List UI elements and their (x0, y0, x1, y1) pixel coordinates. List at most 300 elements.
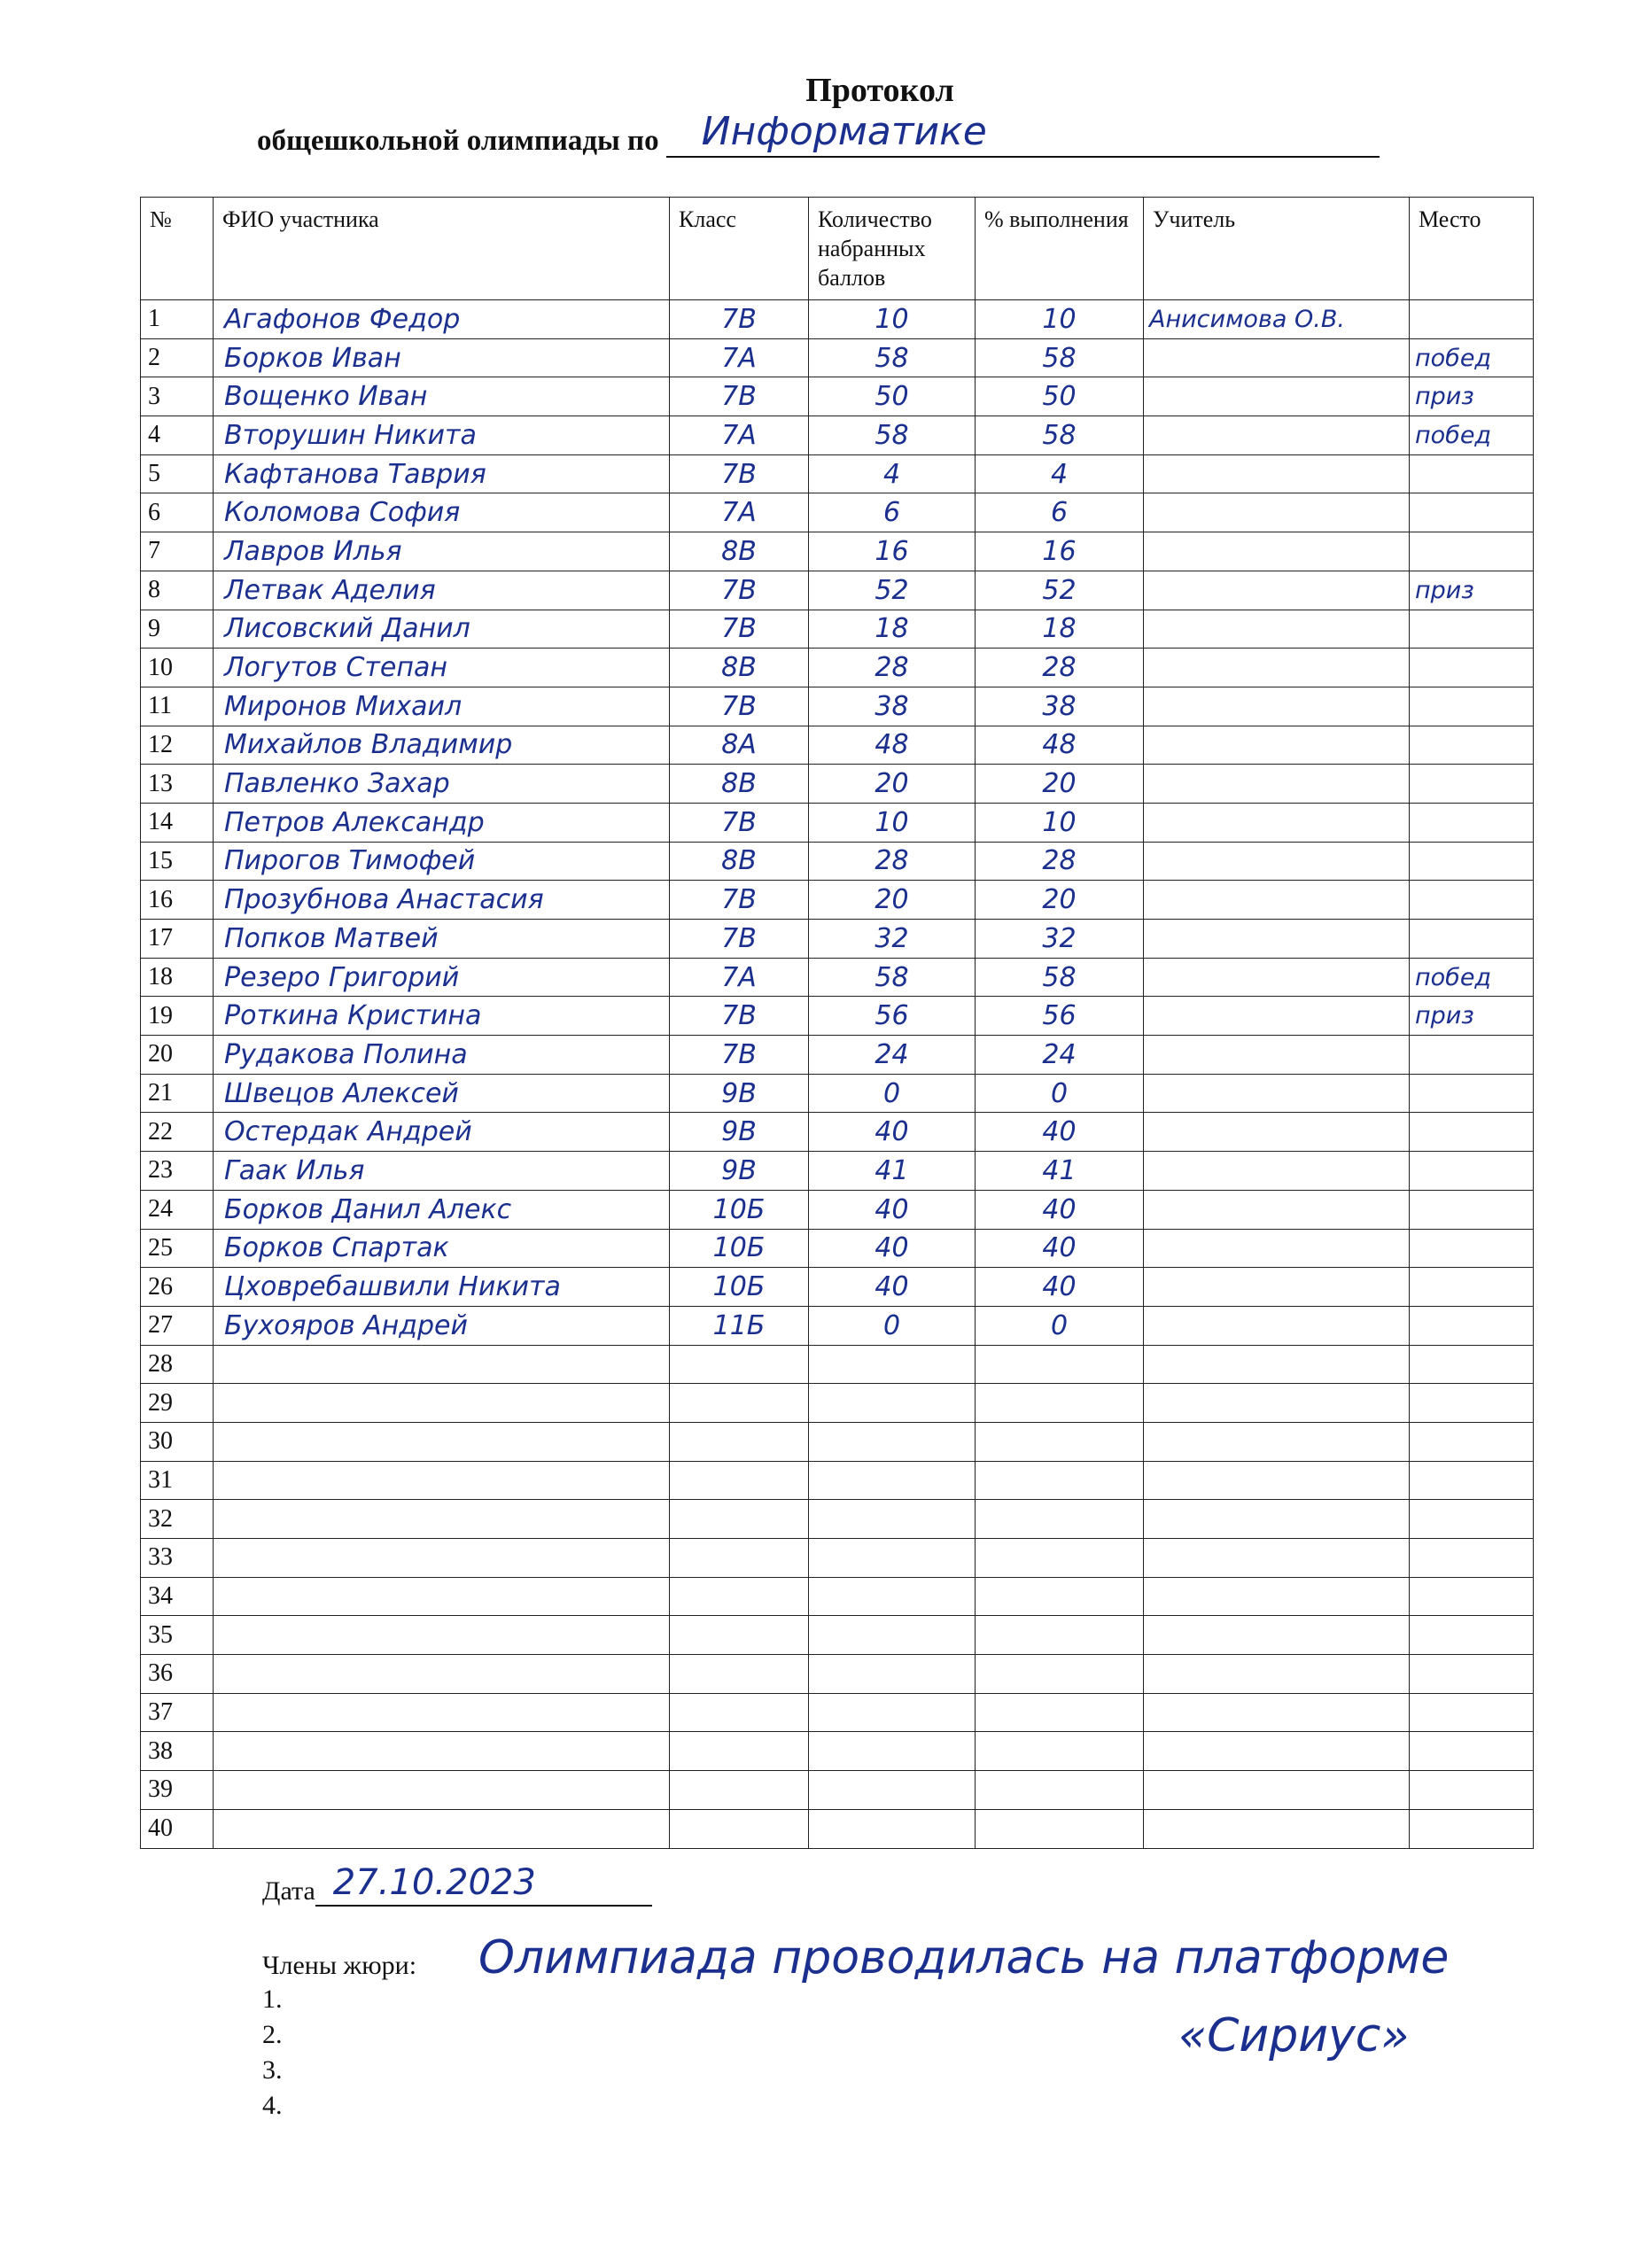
table-row (141, 1616, 1534, 1655)
percent-cell: 40 (976, 1190, 1144, 1229)
table-row (141, 1229, 1534, 1268)
place-cell (1410, 1809, 1534, 1848)
teacher-cell (1144, 571, 1410, 610)
row-number: 33 (141, 1539, 214, 1578)
percent-cell (976, 1732, 1144, 1771)
percent-cell (976, 1422, 1144, 1461)
participant-name: Борков Данил Алекс (214, 1190, 670, 1229)
teacher-cell (1144, 1036, 1410, 1075)
class-cell: 8В (670, 649, 809, 687)
table-row (141, 1461, 1534, 1500)
row-number: 9 (141, 610, 214, 649)
participant-name: Миронов Михаил (214, 687, 670, 726)
row-number: 26 (141, 1268, 214, 1307)
participant-name: Вторушин Никита (214, 416, 670, 455)
column-header-teacher: Учитель (1144, 198, 1410, 300)
percent-cell: 40 (976, 1113, 1144, 1152)
row-number: 37 (141, 1693, 214, 1732)
row-number: 32 (141, 1500, 214, 1539)
score-cell: 0 (809, 1306, 976, 1345)
row-number: 1 (141, 300, 214, 339)
class-cell (670, 1500, 809, 1539)
table-row (141, 338, 1534, 377)
class-cell: 7А (670, 416, 809, 455)
percent-cell: 40 (976, 1229, 1144, 1268)
jury-member-2: 2. (262, 2020, 283, 2049)
table-row (141, 1345, 1534, 1384)
table-row (141, 1500, 1534, 1539)
place-cell (1410, 765, 1534, 804)
score-cell (809, 1809, 976, 1848)
teacher-cell (1144, 454, 1410, 493)
place-cell (1410, 1732, 1534, 1771)
place-cell (1410, 1655, 1534, 1694)
teacher-cell (1144, 1771, 1410, 1810)
score-cell: 10 (809, 803, 976, 842)
table-row (141, 1036, 1534, 1075)
class-cell: 7В (670, 454, 809, 493)
place-cell (1410, 493, 1534, 532)
score-cell (809, 1577, 976, 1616)
score-cell: 56 (809, 997, 976, 1036)
percent-cell: 41 (976, 1152, 1144, 1191)
score-cell (809, 1732, 976, 1771)
percent-cell: 58 (976, 338, 1144, 377)
column-header-place: Место (1410, 198, 1534, 300)
teacher-cell (1144, 1500, 1410, 1539)
score-cell: 48 (809, 726, 976, 765)
row-number: 24 (141, 1190, 214, 1229)
teacher-cell (1144, 338, 1410, 377)
date-field (315, 1864, 652, 1907)
score-cell (809, 1655, 976, 1694)
score-cell: 50 (809, 377, 976, 416)
score-cell: 58 (809, 958, 976, 997)
place-cell: побед (1410, 958, 1534, 997)
teacher-cell (1144, 803, 1410, 842)
percent-cell: 24 (976, 1036, 1144, 1075)
table-row (141, 958, 1534, 997)
row-number: 40 (141, 1809, 214, 1848)
percent-cell: 28 (976, 842, 1144, 881)
teacher-cell (1144, 532, 1410, 571)
teacher-cell (1144, 881, 1410, 920)
teacher-cell (1144, 920, 1410, 959)
percent-cell (976, 1577, 1144, 1616)
score-cell: 28 (809, 842, 976, 881)
score-cell: 52 (809, 571, 976, 610)
teacher-cell (1144, 1809, 1410, 1848)
row-number: 15 (141, 842, 214, 881)
score-cell: 40 (809, 1190, 976, 1229)
row-number: 11 (141, 687, 214, 726)
score-cell: 6 (809, 493, 976, 532)
table-row (141, 1268, 1534, 1307)
percent-cell: 56 (976, 997, 1144, 1036)
teacher-cell (1144, 1422, 1410, 1461)
participant-name: Петров Александр (214, 803, 670, 842)
handwritten-note-line-1: Олимпиада проводилась на платформе (478, 1931, 1450, 1984)
table-row (141, 687, 1534, 726)
table-row (141, 997, 1534, 1036)
participant-name: Летвак Аделия (214, 571, 670, 610)
handwritten-note-line-2: «Сириус» (1178, 2009, 1410, 2062)
score-cell (809, 1539, 976, 1578)
participant-name: Коломова София (214, 493, 670, 532)
percent-cell: 52 (976, 571, 1144, 610)
row-number: 13 (141, 765, 214, 804)
table-row (141, 920, 1534, 959)
place-cell (1410, 803, 1534, 842)
participant-name: Резеро Григорий (214, 958, 670, 997)
percent-cell (976, 1616, 1144, 1655)
row-number: 34 (141, 1577, 214, 1616)
teacher-cell (1144, 1268, 1410, 1307)
teacher-cell (1144, 765, 1410, 804)
row-number: 6 (141, 493, 214, 532)
participant-name (214, 1500, 670, 1539)
table-row (141, 1074, 1534, 1113)
teacher-cell (1144, 1655, 1410, 1694)
row-number: 4 (141, 416, 214, 455)
jury-member-3: 3. (262, 2055, 283, 2085)
table-row (141, 1422, 1534, 1461)
table-row (141, 881, 1534, 920)
score-cell (809, 1345, 976, 1384)
table-row (141, 1771, 1534, 1810)
teacher-cell (1144, 1693, 1410, 1732)
class-cell: 7В (670, 803, 809, 842)
place-cell (1410, 1229, 1534, 1268)
percent-cell (976, 1461, 1144, 1500)
place-cell (1410, 1036, 1534, 1075)
percent-cell: 28 (976, 649, 1144, 687)
place-cell (1410, 300, 1534, 339)
score-cell (809, 1422, 976, 1461)
participant-name (214, 1461, 670, 1500)
class-cell (670, 1616, 809, 1655)
jury-label: Члены жюри: (262, 1951, 417, 1980)
class-cell (670, 1577, 809, 1616)
table-row (141, 1809, 1534, 1848)
teacher-cell (1144, 687, 1410, 726)
percent-cell (976, 1655, 1144, 1694)
document-title: Протокол (805, 72, 954, 109)
score-cell (809, 1693, 976, 1732)
teacher-cell (1144, 1539, 1410, 1578)
row-number: 39 (141, 1771, 214, 1810)
percent-cell (976, 1500, 1144, 1539)
score-cell: 10 (809, 300, 976, 339)
row-number: 10 (141, 649, 214, 687)
class-cell: 7А (670, 338, 809, 377)
participant-name: Борков Спартак (214, 1229, 670, 1268)
percent-cell (976, 1809, 1144, 1848)
score-cell (809, 1461, 976, 1500)
participant-name: Рудакова Полина (214, 1036, 670, 1075)
teacher-cell (1144, 1384, 1410, 1423)
table-row (141, 1693, 1534, 1732)
class-cell (670, 1771, 809, 1810)
teacher-cell (1144, 958, 1410, 997)
place-cell (1410, 920, 1534, 959)
teacher-cell (1144, 493, 1410, 532)
percent-cell: 48 (976, 726, 1144, 765)
place-cell (1410, 1539, 1534, 1578)
row-number: 21 (141, 1074, 214, 1113)
place-cell (1410, 1345, 1534, 1384)
date-label: Дата (262, 1876, 315, 1906)
score-cell (809, 1616, 976, 1655)
table-row (141, 493, 1534, 532)
place-cell (1410, 1771, 1534, 1810)
teacher-cell (1144, 1229, 1410, 1268)
participant-name: Цховребашвили Никита (214, 1268, 670, 1307)
participant-name: Лисовский Данил (214, 610, 670, 649)
teacher-cell (1144, 649, 1410, 687)
participant-name: Швецов Алексей (214, 1074, 670, 1113)
teacher-cell (1144, 1345, 1410, 1384)
place-cell (1410, 1190, 1534, 1229)
percent-cell: 10 (976, 803, 1144, 842)
percent-cell (976, 1693, 1144, 1732)
participant-name: Бухояров Андрей (214, 1306, 670, 1345)
class-cell: 9В (670, 1074, 809, 1113)
table-header-row (141, 198, 1534, 300)
row-number: 23 (141, 1152, 214, 1191)
participant-name (214, 1345, 670, 1384)
percent-cell: 20 (976, 881, 1144, 920)
place-cell: приз (1410, 377, 1534, 416)
percent-cell: 58 (976, 416, 1144, 455)
percent-cell: 0 (976, 1306, 1144, 1345)
column-header-number: № (141, 198, 214, 300)
score-cell: 41 (809, 1152, 976, 1191)
teacher-cell (1144, 1306, 1410, 1345)
place-cell (1410, 1268, 1534, 1307)
class-cell: 7В (670, 1036, 809, 1075)
class-cell: 8А (670, 726, 809, 765)
table-row (141, 454, 1534, 493)
row-number: 16 (141, 881, 214, 920)
participant-name: Прозубнова Анастасия (214, 881, 670, 920)
class-cell: 8В (670, 532, 809, 571)
place-cell: побед (1410, 338, 1534, 377)
percent-cell: 18 (976, 610, 1144, 649)
class-cell (670, 1461, 809, 1500)
class-cell: 7В (670, 571, 809, 610)
teacher-cell (1144, 377, 1410, 416)
place-cell (1410, 1693, 1534, 1732)
class-cell (670, 1693, 809, 1732)
participant-name: Гаак Илья (214, 1152, 670, 1191)
teacher-cell (1144, 1616, 1410, 1655)
class-cell (670, 1422, 809, 1461)
participant-name (214, 1771, 670, 1810)
score-cell: 40 (809, 1268, 976, 1307)
participant-name: Кафтанова Таврия (214, 454, 670, 493)
table-row (141, 532, 1534, 571)
table-row (141, 571, 1534, 610)
subtitle-prefix: общешкольной олимпиады по (257, 125, 659, 157)
row-number: 35 (141, 1616, 214, 1655)
score-cell: 32 (809, 920, 976, 959)
percent-cell (976, 1539, 1144, 1578)
score-cell: 24 (809, 1036, 976, 1075)
table-row (141, 1732, 1534, 1771)
row-number: 38 (141, 1732, 214, 1771)
table-row (141, 610, 1534, 649)
percent-cell: 38 (976, 687, 1144, 726)
table-row (141, 416, 1534, 455)
score-cell: 4 (809, 454, 976, 493)
row-number: 12 (141, 726, 214, 765)
row-number: 22 (141, 1113, 214, 1152)
class-cell (670, 1732, 809, 1771)
participant-name (214, 1384, 670, 1423)
participant-name: Борков Иван (214, 338, 670, 377)
teacher-cell (1144, 1461, 1410, 1500)
protocol-table (140, 197, 1534, 1849)
participant-name (214, 1577, 670, 1616)
row-number: 36 (141, 1655, 214, 1694)
score-cell: 38 (809, 687, 976, 726)
percent-cell: 0 (976, 1074, 1144, 1113)
class-cell (670, 1384, 809, 1423)
row-number: 7 (141, 532, 214, 571)
row-number: 3 (141, 377, 214, 416)
row-number: 29 (141, 1384, 214, 1423)
percent-cell: 4 (976, 454, 1144, 493)
date-row (262, 1864, 652, 1907)
teacher-cell (1144, 416, 1410, 455)
date-value: 27.10.2023 (332, 1862, 536, 1903)
place-cell (1410, 1461, 1534, 1500)
score-cell: 0 (809, 1074, 976, 1113)
class-cell: 11Б (670, 1306, 809, 1345)
participant-name: Остердак Андрей (214, 1113, 670, 1152)
percent-cell (976, 1345, 1144, 1384)
score-cell: 20 (809, 881, 976, 920)
teacher-cell (1144, 1577, 1410, 1616)
teacher-cell (1144, 842, 1410, 881)
place-cell: приз (1410, 571, 1534, 610)
subject-value: Информатике (701, 109, 987, 154)
participant-name (214, 1616, 670, 1655)
table-row (141, 1655, 1534, 1694)
class-cell: 10Б (670, 1190, 809, 1229)
score-cell: 40 (809, 1113, 976, 1152)
column-header-name: ФИО участника (214, 198, 670, 300)
participant-name: Попков Матвей (214, 920, 670, 959)
class-cell: 7В (670, 920, 809, 959)
class-cell (670, 1345, 809, 1384)
percent-cell: 32 (976, 920, 1144, 959)
participant-name (214, 1809, 670, 1848)
teacher-cell (1144, 1074, 1410, 1113)
participant-name (214, 1655, 670, 1694)
participant-name: Агафонов Федор (214, 300, 670, 339)
percent-cell: 58 (976, 958, 1144, 997)
participant-name (214, 1539, 670, 1578)
row-number: 20 (141, 1036, 214, 1075)
percent-cell (976, 1771, 1144, 1810)
row-number: 19 (141, 997, 214, 1036)
place-cell (1410, 726, 1534, 765)
row-number: 30 (141, 1422, 214, 1461)
participant-name: Логутов Степан (214, 649, 670, 687)
column-header-class: Класс (670, 198, 809, 300)
place-cell (1410, 454, 1534, 493)
score-cell: 40 (809, 1229, 976, 1268)
class-cell: 8В (670, 765, 809, 804)
place-cell (1410, 1384, 1534, 1423)
place-cell (1410, 532, 1534, 571)
teacher-cell (1144, 1152, 1410, 1191)
score-cell: 16 (809, 532, 976, 571)
score-cell (809, 1384, 976, 1423)
row-number: 2 (141, 338, 214, 377)
percent-cell (976, 1384, 1144, 1423)
participant-name: Лавров Илья (214, 532, 670, 571)
teacher-cell: Анисимова О.В. (1144, 300, 1410, 339)
class-cell: 10Б (670, 1229, 809, 1268)
place-cell (1410, 1500, 1534, 1539)
jury-member-4: 4. (262, 2091, 283, 2120)
table-row (141, 1152, 1534, 1191)
teacher-cell (1144, 1190, 1410, 1229)
percent-cell: 6 (976, 493, 1144, 532)
place-cell (1410, 687, 1534, 726)
participant-name (214, 1732, 670, 1771)
percent-cell: 50 (976, 377, 1144, 416)
score-cell (809, 1771, 976, 1810)
percent-cell: 20 (976, 765, 1144, 804)
class-cell: 7А (670, 493, 809, 532)
row-number: 8 (141, 571, 214, 610)
participant-name: Вощенко Иван (214, 377, 670, 416)
percent-cell: 16 (976, 532, 1144, 571)
table-row (141, 1306, 1534, 1345)
row-number: 27 (141, 1306, 214, 1345)
teacher-cell (1144, 1732, 1410, 1771)
row-number: 18 (141, 958, 214, 997)
class-cell: 7В (670, 377, 809, 416)
row-number: 31 (141, 1461, 214, 1500)
table-row (141, 1113, 1534, 1152)
participant-name (214, 1422, 670, 1461)
place-cell: приз (1410, 997, 1534, 1036)
teacher-cell (1144, 726, 1410, 765)
class-cell (670, 1539, 809, 1578)
score-cell (809, 1500, 976, 1539)
place-cell (1410, 1306, 1534, 1345)
class-cell: 7В (670, 610, 809, 649)
class-cell: 7В (670, 300, 809, 339)
place-cell: побед (1410, 416, 1534, 455)
class-cell: 8В (670, 842, 809, 881)
teacher-cell (1144, 610, 1410, 649)
table-row (141, 649, 1534, 687)
row-number: 28 (141, 1345, 214, 1384)
table-row (141, 726, 1534, 765)
table-row (141, 1577, 1534, 1616)
place-cell (1410, 610, 1534, 649)
class-cell (670, 1655, 809, 1694)
table-row (141, 1190, 1534, 1229)
table-row (141, 842, 1534, 881)
column-header-score: Количество набранных баллов (809, 198, 976, 300)
